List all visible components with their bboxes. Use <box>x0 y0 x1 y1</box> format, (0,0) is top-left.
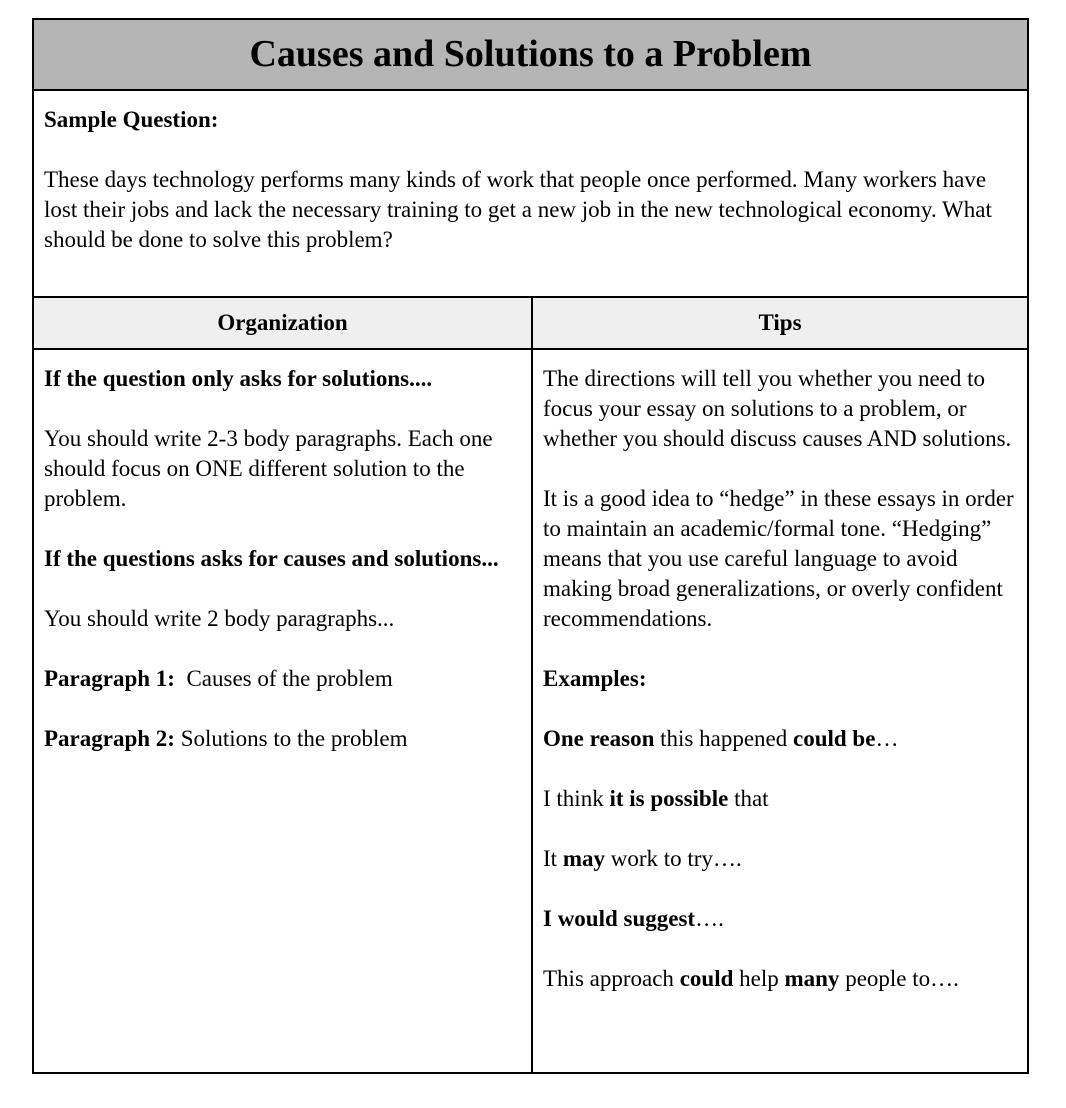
example-4: I would suggest…. <box>543 906 724 931</box>
solutions-only-heading: If the question only asks for solutions.... <box>44 366 433 391</box>
title-bar <box>34 20 1027 91</box>
examples-label: Examples: <box>543 666 647 691</box>
sample-question-section <box>34 91 1027 297</box>
paragraph-1-line: Paragraph 1: Causes of the problem <box>44 666 393 691</box>
organization-cell <box>34 350 531 784</box>
example-3: It may work to try…. <box>543 846 742 871</box>
paragraph-2-line: Paragraph 2: Solutions to the problem <box>44 726 408 751</box>
causes-and-solutions-heading: If the questions asks for causes and solutions... <box>44 546 499 571</box>
tips-hedging: It is a good idea to “hedge” in these essays in order to maintain an academic/formal tone. “Hedging” means that you use careful language to avoid making broad generalizations, or overly confident recommendations. <box>543 486 1014 631</box>
tips-header: Tips <box>758 310 802 335</box>
example-2: I think it is possible that <box>543 786 769 811</box>
tips-intro: The directions will tell you whether you need to focus your essay on solutions to a problem, or whether you should discuss causes AND solutions. <box>543 366 1012 451</box>
example-5: This approach could help many people to…. <box>543 966 959 991</box>
solutions-only-text: You should write 2-3 body paragraphs. Each one should focus on ONE different solution to the problem. <box>44 426 493 511</box>
organization-header: Organization <box>217 310 348 335</box>
worksheet-frame <box>32 18 1029 1074</box>
example-1: One reason this happened could be… <box>543 726 899 751</box>
tips-cell <box>533 350 1027 1024</box>
causes-and-solutions-text: You should write 2 body paragraphs... <box>44 606 395 631</box>
sample-question-label: Sample Question: <box>44 107 219 132</box>
page-title: Causes and Solutions to a Problem <box>249 32 812 75</box>
sample-question-text: These days technology performs many kinds of work that people once performed. Many workers have lost their jobs and lack the necessary training to get a new job in the new technological economy. What should be done to solve this problem? <box>44 167 992 252</box>
